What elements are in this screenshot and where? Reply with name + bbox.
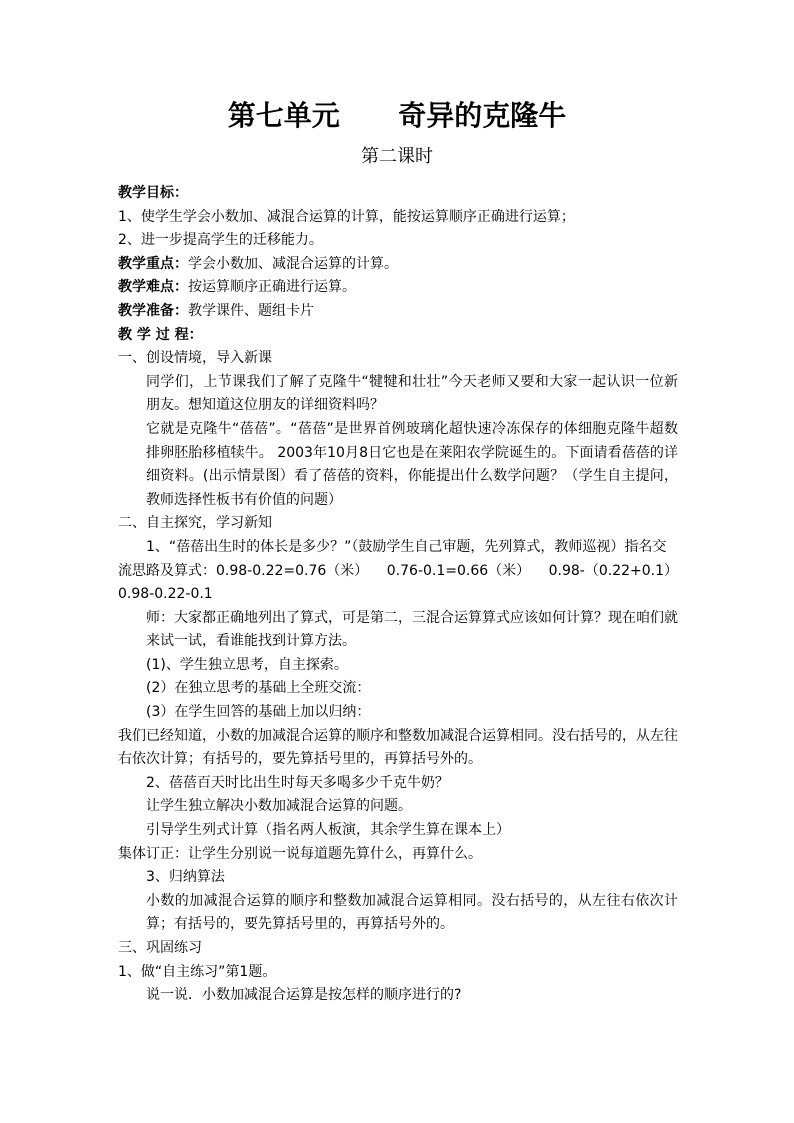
step-item: (1)、学生独立思考，自主探索。 xyxy=(146,656,348,673)
page-subtitle: 第二课时 xyxy=(361,146,433,167)
difficulty-label: 教学难点： xyxy=(118,279,188,296)
formula-4: 0.98-0.22-0.1 xyxy=(118,586,213,603)
difficulty xyxy=(118,276,678,300)
paragraph: 同学们，上节课我们了解了克隆牛“犍犍和壮壮”今天老师又要和大家一起认识一位新朋友。想知道这位朋友的详细资料吗？ xyxy=(146,373,678,414)
key-point-text: 学会小数加、减混合运算的计算。 xyxy=(188,255,398,272)
formula-1: 流思路及算式：0.98-0.22=0.76（米） xyxy=(118,562,369,579)
objective-item: 1、使学生学会小数加、减混合运算的计算，能按运算顺序正确进行运算； xyxy=(118,208,575,225)
formula-2: 0.76-0.1=0.66（米） xyxy=(386,562,531,579)
formula-3: 0.98-（0.22+0.1） xyxy=(548,562,678,579)
question-2: 2、蓓蓓百天时比出生时每天多喝多少千克牛奶？ xyxy=(146,774,449,791)
paragraph: 它就是克隆牛“蓓蓓”。“蓓蓓”是世界首例玻璃化超快速冷冻保存的体细胞克隆牛超数排卵胚胎移植犊牛。 2003年10月8日它也是在莱阳农学院诞生的。下面请看蓓蓓的详细资料。(出示情景图）看了蓓蓓的资料，你能提出什么数学问题？（学生自主提问，教师选择性板书有价值的问题） xyxy=(146,420,678,508)
formula-row xyxy=(118,560,678,584)
document-body xyxy=(118,182,678,1008)
step-item: (3）在学生回答的基础上加以归纳： xyxy=(146,704,371,721)
objectives-heading: 教学目标： xyxy=(118,185,188,201)
paragraph: 我们已经知道，小数的加减混合运算的顺序和整数加减混合运算相同。没右括号的，从左往右依次计算；有括号的，要先算括号里的，再算括号外的。 xyxy=(118,727,678,768)
page-title: 第七单元 奇异的克隆牛 xyxy=(227,99,567,132)
paragraph: 引导学生列式计算（指名两人板演，其余学生算在课本上） xyxy=(146,822,510,839)
objective-item: 2、进一步提高学生的迁移能力。 xyxy=(118,232,323,249)
paragraph: 集体订正：让学生分别说一说每道题先算什么，再算什么。 xyxy=(118,845,482,862)
section-heading: 二、自主探究，学习新知 xyxy=(118,515,272,532)
paragraph: 让学生独立解决小数加减混合运算的问题。 xyxy=(146,798,412,815)
paragraph: 师：大家都正确地列出了算式，可是第二，三混合运算算式应该如何计算？现在咱们就来试一试，看谁能找到计算方法。 xyxy=(146,609,678,650)
difficulty-text: 按运算顺序正确进行运算。 xyxy=(188,279,356,296)
preparation-text: 教学课件、题组卡片 xyxy=(188,302,314,319)
paragraph: 小数的加减混合运算的顺序和整数加减混合运算相同。没右括号的，从左往右依次计算；有括号的，要先算括号里的，再算括号外的。 xyxy=(146,892,678,933)
paragraph: 说一说．小数加减混合运算是按怎样的顺序进行的? xyxy=(146,987,462,1004)
question-3: 3、归纳算法 xyxy=(146,869,225,886)
exercise-item: 1、做“自主练习”第1题。 xyxy=(118,963,277,980)
section-heading: 一、创设情境，导入新课 xyxy=(118,350,272,367)
process-heading: 教 学 过 程： xyxy=(118,326,203,343)
section-heading: 三、巩固练习 xyxy=(118,940,202,956)
key-point-label: 教学重点： xyxy=(118,255,188,272)
preparation-label: 教学准备： xyxy=(118,302,188,319)
question-1-line: 1、“蓓蓓出生时的体长是多少？”（鼓励学生自己审题，先列算式，教师巡视）指名交 xyxy=(146,538,667,555)
key-point xyxy=(118,253,678,277)
preparation xyxy=(118,300,678,324)
step-item: (2）在独立思考的基础上全班交流： xyxy=(146,680,371,697)
